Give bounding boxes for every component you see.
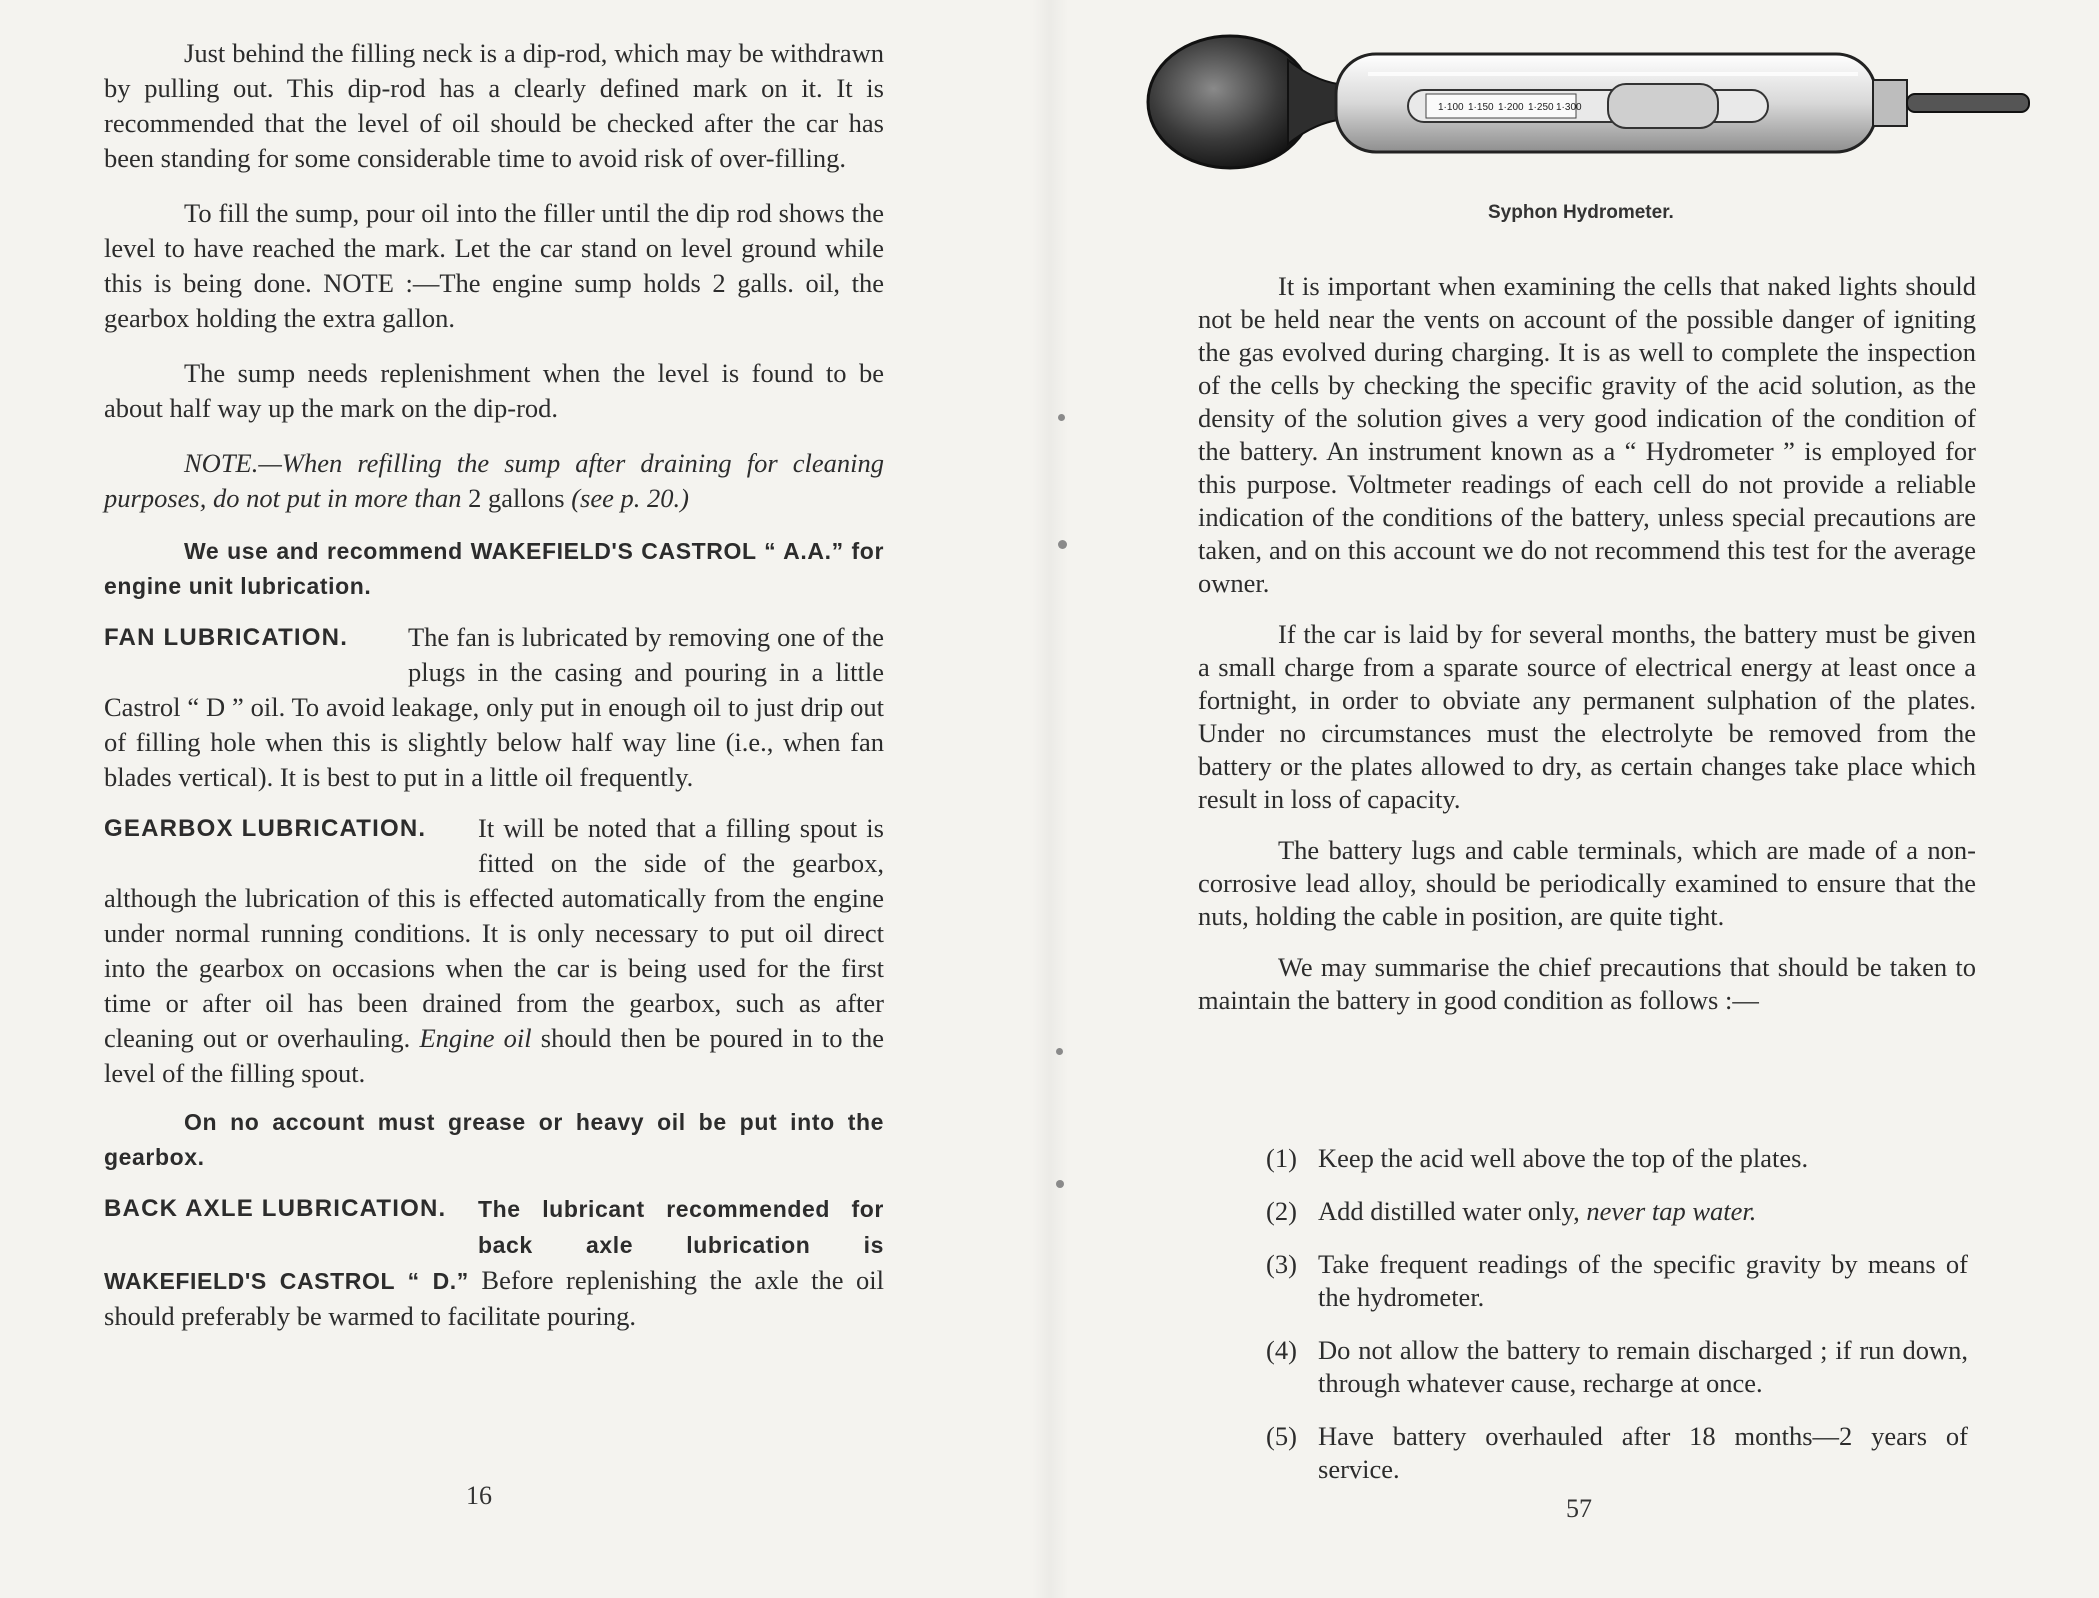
paragraph-battery-lugs: The battery lugs and cable terminals, which are made of a non-corrosive lead alloy, should be periodically examined to ensure that the nuts, holding the cable in position, are quite tight. [1198, 835, 1976, 931]
note-amount: 2 gallons [468, 483, 565, 513]
left-page-number: 16 [466, 1481, 492, 1510]
hydrometer-figure [1138, 22, 2038, 182]
list-item-text: Take frequent readings of the specific gravity by means of the hydrometer. [1318, 1249, 1968, 1312]
precautions-list [1268, 1142, 1968, 1506]
gearbox-text-end: should then be poured in to the level of the filling spout. [104, 1023, 885, 1088]
scale-mark: 1·250 [1528, 102, 1554, 113]
scale-mark: 1·200 [1498, 102, 1524, 113]
gearbox-text-main: It will be noted that a filling spout is fitted on the side of the gearbox, although the lubrication of this is effected automatically from the engine under normal running conditions. It is only necessary to put oil direct into the gearbox on occasions when the car is being used for the first time or after oil has been drained from the gearbox, such as after cleaning out or overhauling. [104, 813, 884, 1053]
list-item-text: Do not allow the battery to remain discharged ; if run down, through whatever cause, recharge at once. [1318, 1335, 1968, 1398]
list-item [1268, 1248, 1968, 1314]
list-item-number: (1) [1266, 1143, 1297, 1173]
list-item-text: Add distilled water only, [1318, 1196, 1580, 1226]
list-item [1268, 1142, 1968, 1175]
note-paragraph [104, 446, 884, 516]
right-text-column [1198, 270, 1976, 1017]
paragraph-replenish: The sump needs replenishment when the level is found to be about half way up the mark on the dip-rod. [104, 358, 884, 423]
gearbox-engine-oil: Engine oil [419, 1023, 532, 1053]
fan-lubrication-text: The fan is lubricated by removing one of the plugs in the casing and pouring in a little Castrol “ D ” oil. To avoid leakage, only put in enough oil to just drip out of filling hole when this is slightly below half way line (i.e., when fan blades vertical). It is best to put in a little oil frequently. [104, 622, 884, 792]
paragraph-fill-sump: To fill the sump, pour oil into the filler until the dip rod shows the level to have reached the mark. Let the car stand on level ground while this is being done. NOTE :—The engine sump holds 2 galls. oil, the gearbox holding the extra gallon. [104, 198, 884, 333]
list-item-number: (3) [1266, 1249, 1297, 1279]
paragraph-examining-cells: It is important when examining the cells that naked lights should not be held near the vents on account of the possible danger of igniting the gas evolved during charging. It is as well to complete the inspection of the cells by checking the specific gravity of the acid solution, as the density of the solution gives a very good indication of the condition of the battery. An instrument known as a “ Hydrometer ” is employed for this purpose. Voltmeter readings of each cell do not provide a reliable indication of the conditions of the battery, unless special precautions are taken, and on this account we do not recommend this test for the average owner. [1198, 271, 1976, 598]
gearbox-lubrication-section [104, 811, 884, 1091]
list-item [1268, 1334, 1968, 1400]
left-text-column [104, 36, 884, 1334]
note-italic-text: NOTE.—When refilling the sump after draining for cleaning purposes, do not put in more than [104, 448, 884, 513]
paper-speck [1056, 1048, 1063, 1055]
note-page-ref: (see p. 20.) [571, 483, 689, 513]
paragraph-summary: We may summarise the chief precautions that should be taken to maintain the battery in good condition as follows :— [1198, 952, 1976, 1015]
hydrometer-nozzle [1907, 94, 2029, 112]
list-item-number: (4) [1266, 1335, 1297, 1365]
figure-caption: Syphon Hydrometer. [1488, 202, 1674, 223]
paragraph-laid-by: If the car is laid by for several months, the battery must be given a small charge from a sparate source of electrical energy at least once a fortnight, in order to obviate any permanent sulphation of the plates. Under no circumstances must the electrolyte be removed from the battery or the plates allowed to dry, as certain changes take place which result in loss of capacity. [1198, 619, 1976, 814]
hydrometer-scale [1426, 94, 1582, 118]
castrol-recommendation: We use and recommend WAKEFIELD'S CASTROL “ A.A.” for engine unit lubrication. [104, 538, 884, 599]
list-item-italic: never tap water. [1586, 1196, 1757, 1226]
scale-mark: 1·300 [1556, 102, 1582, 113]
paragraph-dip-rod: Just behind the filling neck is a dip-rod, which may be withdrawn by pulling out. This dip-rod has a clearly defined mark on it. It is recommended that the level of oil should be checked after the car has been standing for some considerable time to avoid risk of over-filling. [104, 38, 884, 173]
grease-warning: On no account must grease or heavy oil be put into the gearbox. [104, 1109, 884, 1170]
list-item-text: Keep the acid well above the top of the plates. [1318, 1143, 1809, 1173]
fan-lubrication-heading: FAN LUBRICATION. [104, 624, 349, 651]
gearbox-lubrication-heading: GEARBOX LUBRICATION. [104, 815, 427, 842]
list-item-number: (5) [1266, 1421, 1297, 1451]
syphon-hydrometer-illustration [1138, 22, 2038, 182]
book-gutter [1032, 0, 1068, 1598]
paper-speck [1058, 540, 1067, 549]
list-item [1268, 1195, 1968, 1228]
paper-speck [1058, 414, 1065, 421]
list-item-number: (2) [1266, 1196, 1297, 1226]
back-axle-section [104, 1191, 884, 1334]
list-item-text: Have battery overhauled after 18 months—2 years of service. [1318, 1421, 1968, 1484]
scale-mark: 1·100 [1438, 102, 1464, 113]
list-item [1268, 1420, 1968, 1486]
back-axle-heading: BACK AXLE LUBRICATION. [104, 1195, 447, 1222]
fan-lubrication-section [104, 620, 884, 795]
scale-mark: 1·150 [1468, 102, 1494, 113]
right-page-number: 57 [1566, 1494, 1592, 1523]
paper-speck [1056, 1180, 1064, 1188]
back-axle-plain: Before replenishing the axle the oil should preferably be warmed to facilitate pouring. [104, 1265, 884, 1331]
back-axle-bold: The lubricant recommended for back axle lubrication is WAKEFIELD'S CASTROL “ D.” [104, 1196, 884, 1294]
